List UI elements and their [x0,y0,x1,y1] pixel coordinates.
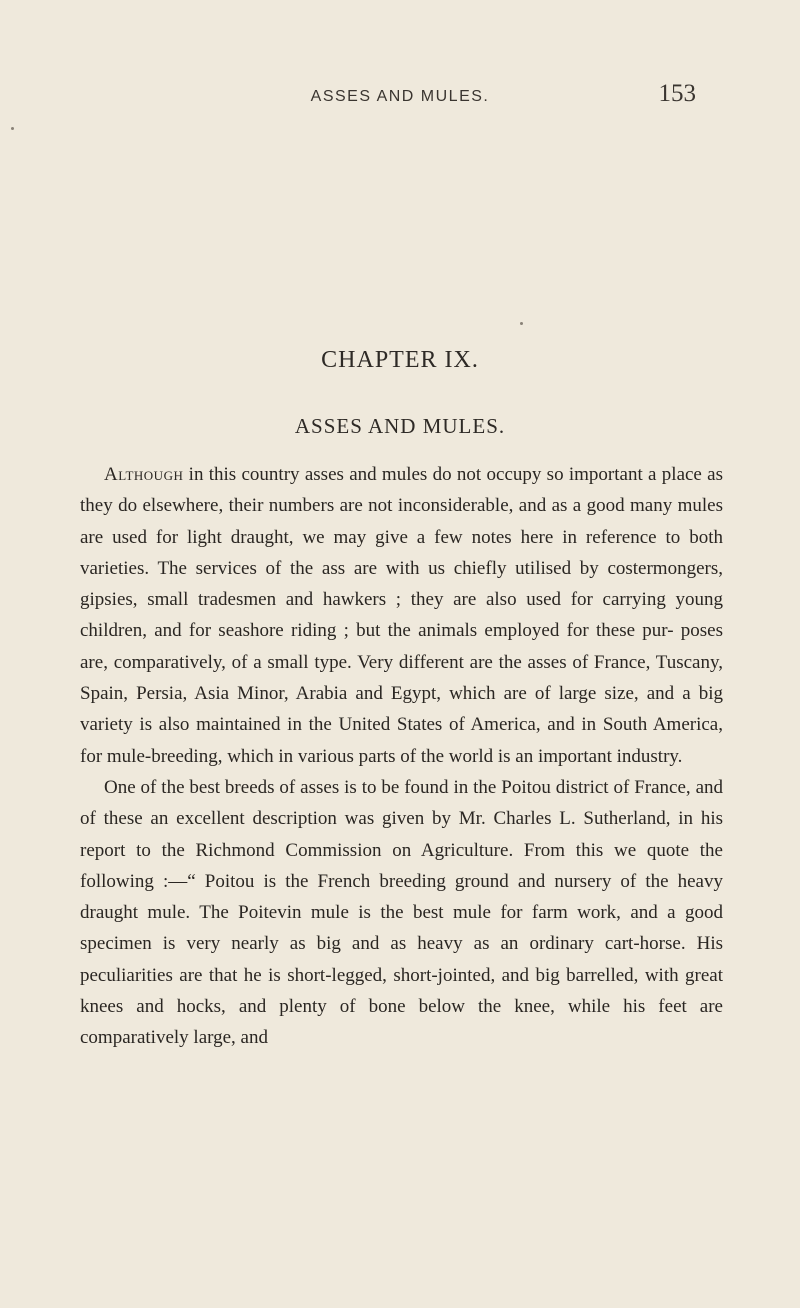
chapter-number: CHAPTER IX. [321,347,479,373]
paragraph-text: One of the best breeds of asses is to be found in the Poitou district of France, and of these an excellent description was given by Mr. Charles L. Sutherland, in his report to the Richmond Commission on Agriculture. From this we quote the following :—“ Poitou is the French breeding ground and nursery of the heavy draught mule. The Poitevin mule is the best mule for farm work, and a good specimen is very nearly as big and as heavy as an ordinary cart-horse. His peculiarities are that he is short-legged, short-jointed, and big barrelled, with great knees and hocks, and plenty of bone below the knee, while his feet are comparatively large, and [80,776,723,1049]
paper-speck [520,322,523,325]
paragraph-lead-word: Although [104,464,184,485]
paragraph [80,772,723,1054]
running-title: ASSES AND MULES. [310,88,490,105]
page-number: 153 [658,80,696,107]
paragraph-text: in this country asses and mules do not occupy so important a place as they do elsewhere, their numbers are not inconsiderable, and as a good many mules are used for light draught, we may give a few notes here in reference to both varieties. The services of the ass are with us chiefly utilised by costermongers, gipsies, small tradesmen and hawkers ; they are also used for carrying young children, and for seashore riding ; but the animals employed for these pur- poses are, comparatively, of a small type. Very different are the asses of France, Tuscany, Spain, Persia, Asia Minor, Arabia and Egypt, which are of large size, and a big variety is also maintained in the United States of America, and in South America, for mule-breeding, which in various parts of the world is an important industry. [80,464,723,767]
running-header [58,78,742,112]
paragraph [80,459,723,772]
chapter-title: ASSES AND MULES. [294,414,506,438]
paper-speck [11,127,14,130]
body-text [80,459,723,1054]
